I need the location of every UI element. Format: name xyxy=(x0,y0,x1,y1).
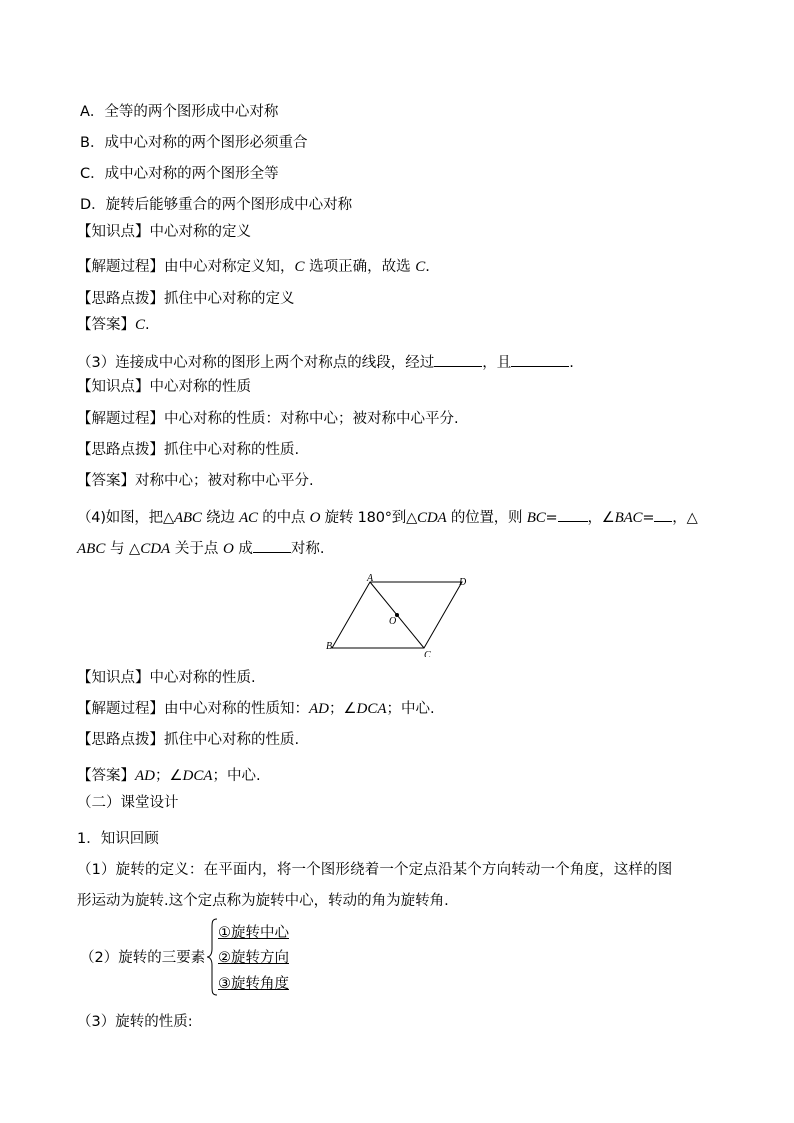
q4-process-sep1: ；∠ xyxy=(329,701,357,717)
q2-process-pre: 【解题过程】由中心对称定义知， xyxy=(77,259,295,275)
q4-l2-a: 与 △ xyxy=(105,541,141,557)
q4-answer-sep1: ；∠ xyxy=(155,768,183,784)
label-b: B xyxy=(326,641,333,652)
element-rotation-angle: ③旋转角度 xyxy=(218,976,289,992)
q4-l2-c: 成 xyxy=(233,541,253,557)
q2-process-end: . xyxy=(425,259,430,275)
q4-question-line2 xyxy=(77,538,325,559)
q2-answer-end: . xyxy=(145,317,150,333)
q2-answer-pre: 【答案】 xyxy=(77,317,135,333)
q2-knowledge: 【知识点】中心对称的定义 xyxy=(77,224,251,240)
q2-process-mid: 选项正确，故选 xyxy=(309,259,411,275)
label-o: O xyxy=(389,616,397,627)
q4-l2-abc: ABC xyxy=(77,541,106,557)
q4-process xyxy=(77,699,435,719)
label-c: C xyxy=(424,650,431,657)
q4-l1-bac: BAC xyxy=(614,510,643,526)
q3-hint: 【思路点拨】抓住中心对称的性质. xyxy=(77,442,300,458)
q4-answer-dca: DCA xyxy=(182,768,213,784)
q4-answer-ad: AD xyxy=(135,768,155,784)
q3-answer: 【答案】对称中心；被对称中心平分. xyxy=(77,473,314,489)
q4-hint: 【思路点拨】抓住中心对称的性质. xyxy=(77,732,300,748)
q4-l1-e: 的位置，则 xyxy=(446,510,527,526)
three-elements-label: （2）旋转的三要素 xyxy=(80,950,206,966)
q3-question-pre: （3）连接成中心对称的图形上两个对称点的线段，经过 xyxy=(77,355,435,371)
q4-l1-d: 旋转 180°到△ xyxy=(320,510,418,526)
q3-process: 【解题过程】中心对称的性质：对称中心；被对称中心平分. xyxy=(77,411,459,427)
q4-l1-cda: CDA xyxy=(417,510,447,526)
q4-l1-h: = xyxy=(642,510,655,526)
element-rotation-center: ①旋转中心 xyxy=(218,925,289,941)
q4-answer-pre: 【答案】 xyxy=(77,768,135,784)
option-a: A．全等的两个图形成中心对称 xyxy=(80,104,279,120)
q4-l1-bc: BC xyxy=(526,510,546,526)
q4-l2-d: 对称. xyxy=(290,541,325,557)
q4-answer xyxy=(77,766,261,786)
rotation-property-label: （3）旋转的性质: xyxy=(77,1014,193,1030)
option-d: D．旋转后能够重合的两个图形成中心对称 xyxy=(80,197,353,213)
q3-question-end: . xyxy=(569,355,574,371)
q4-blank-3[interactable] xyxy=(253,538,291,553)
q4-blank-1[interactable] xyxy=(558,507,588,522)
q4-l1-f: = xyxy=(545,510,558,526)
element-rotation-direction: ②旋转方向 xyxy=(218,950,289,966)
section-title: （二）课堂设计 xyxy=(77,795,179,811)
q4-l2-cda: CDA xyxy=(140,541,171,557)
q4-l1-o: O xyxy=(309,510,321,526)
q4-l1-c: 的中点 xyxy=(257,510,310,526)
q4-process-ad: AD xyxy=(309,701,329,717)
q4-process-end: ；中心. xyxy=(386,701,435,717)
q3-blank-1[interactable] xyxy=(434,352,482,367)
q3-question-mid: ，且 xyxy=(482,355,512,371)
q2-process xyxy=(77,257,430,277)
q4-process-pre: 【解题过程】由中心对称的性质知： xyxy=(77,701,309,717)
q4-question-line1 xyxy=(77,507,698,528)
q2-process-c1: C xyxy=(294,259,305,275)
q4-l1-ac: AC xyxy=(239,510,258,526)
q4-l1-a: （4)如图，把△ xyxy=(77,510,174,526)
label-a: A xyxy=(367,573,374,584)
label-d: D xyxy=(459,577,467,588)
q4-l1-abc: ABC xyxy=(173,510,202,526)
q3-question xyxy=(77,352,574,373)
q4-answer-end: ；中心. xyxy=(212,768,261,784)
q4-knowledge: 【知识点】中心对称的性质. xyxy=(77,670,256,686)
q2-hint: 【思路点拨】抓住中心对称的定义 xyxy=(77,291,295,307)
q4-l1-g: ，∠ xyxy=(587,510,615,526)
parallelogram-figure xyxy=(322,572,472,657)
q2-answer-c: C xyxy=(135,317,146,333)
q4-l1-b: 绕边 xyxy=(201,510,240,526)
left-brace-icon xyxy=(206,918,218,996)
option-b: B．成中心对称的两个图形必须重合 xyxy=(80,135,308,151)
q4-process-dca: DCA xyxy=(356,701,387,717)
q2-answer xyxy=(77,315,150,335)
knowledge-review-title: 1．知识回顾 xyxy=(77,831,159,847)
q4-l2-o: O xyxy=(222,541,234,557)
rotation-definition-line2: 形运动为旋转.这个定点称为旋转中心，转动的角为旋转角. xyxy=(77,893,449,909)
q3-blank-2[interactable] xyxy=(511,352,569,367)
option-c: C．成中心对称的两个图形全等 xyxy=(80,166,279,182)
q2-process-c2: C xyxy=(415,259,426,275)
q3-knowledge: 【知识点】中心对称的性质 xyxy=(77,379,251,395)
q4-l1-i: ，△ xyxy=(672,510,698,526)
q4-l2-b: 关于点 xyxy=(170,541,223,557)
rotation-definition-line1: （1）旋转的定义：在平面内，将一个图形绕着一个定点沿某个方向转动一个角度，这样的图 xyxy=(77,862,673,878)
q4-blank-2[interactable] xyxy=(654,507,672,522)
